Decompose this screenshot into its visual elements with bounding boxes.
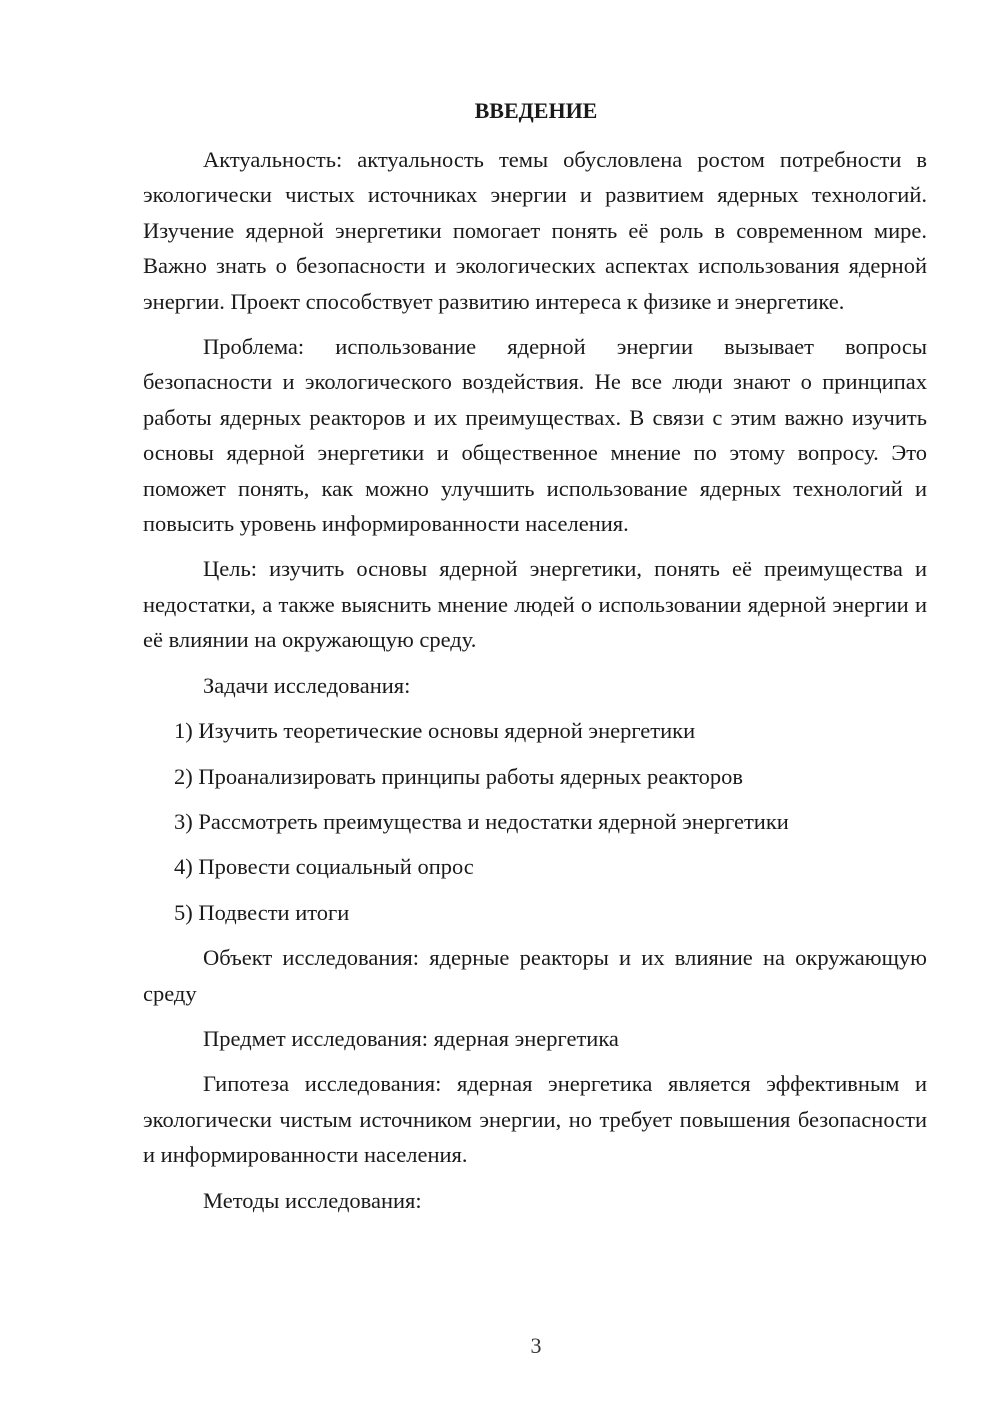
list-item: 4) Провести социальный опрос	[174, 854, 474, 880]
list-item: 5) Подвести итоги	[174, 899, 350, 925]
paragraph-object: Объект исследования: ядерные реакторы и их влияние на окружающую среду	[143, 945, 927, 1006]
paragraph-relevance: Актуальность: актуальность темы обусловлена ростом потребности в экологически чистых источниках энергии и развитием ядерных технологий. Изучение ядерной энергетики помогает понять её роль в современном мире. Важно знать о безопасности и экологических аспектах использования ядерной энергии. Проект способствует развитию интереса к физике и энергетике.	[143, 147, 927, 314]
paragraph-methods-intro: Методы исследования:	[203, 1187, 422, 1213]
tasks-list	[143, 713, 927, 930]
page-number: 3	[530, 1333, 542, 1358]
paragraph-tasks-intro: Задачи исследования:	[203, 672, 411, 698]
paragraph-subject: Предмет исследования: ядерная энергетика	[203, 1025, 619, 1051]
page-title: ВВЕДЕНИЕ	[474, 98, 598, 123]
paragraph-hypothesis: Гипотеза исследования: ядерная энергетика является эффективным и экологически чистым источником энергии, но требует повышения безопасности и информированности населения.	[143, 1071, 927, 1168]
list-item: 2) Проанализировать принципы работы ядерных реакторов	[174, 763, 744, 789]
paragraph-goal: Цель: изучить основы ядерной энергетики, понять её преимущества и недостатки, а также выяснить мнение людей о использовании ядерной энергии и её влиянии на окружающую среду.	[143, 556, 927, 653]
paragraph-problem: Проблема: использование ядерной энергии вызывает вопросы безопасности и экологического воздействия. Не все люди знают о принципах работы ядерных реакторов и их преимуществах. В связи с этим важно изучить основы ядерной энергетики и общественное мнение по этому вопросу. Это поможет понять, как можно улучшить использование ядерных технологий и повысить уровень информированности населения.	[143, 334, 927, 537]
document-body	[143, 142, 927, 1228]
list-item: 1) Изучить теоретические основы ядерной энергетики	[174, 718, 696, 744]
list-item: 3) Рассмотреть преимущества и недостатки ядерной энергетики	[174, 808, 789, 834]
